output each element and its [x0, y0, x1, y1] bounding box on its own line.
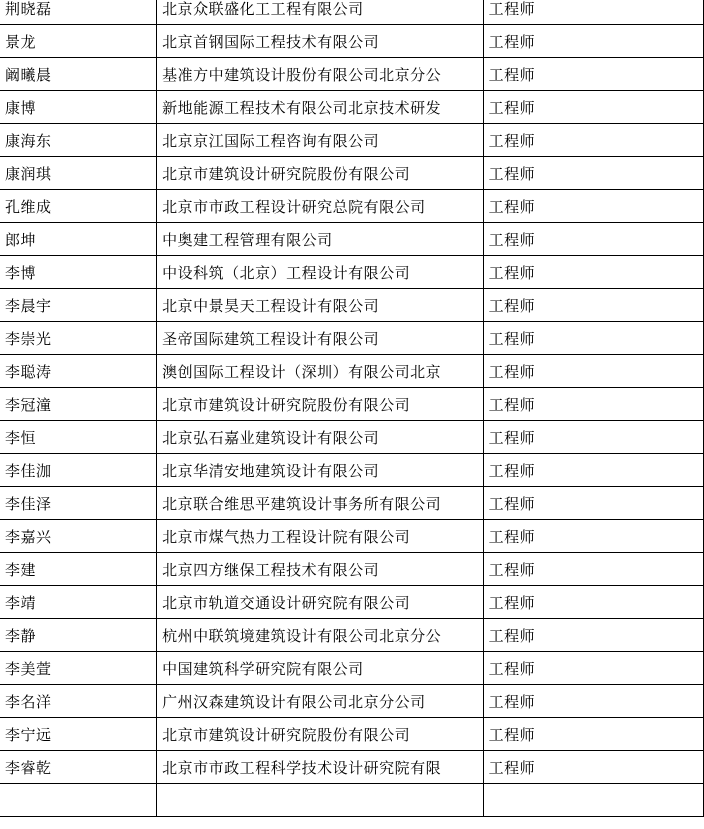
- company-cell[interactable]: 中国建筑科学研究院有限公司: [157, 652, 483, 685]
- name-cell[interactable]: 李崇光: [0, 322, 157, 355]
- table-row: [0, 454, 704, 487]
- name-cell[interactable]: 李宁远: [0, 718, 157, 751]
- title-cell[interactable]: 工程师: [483, 289, 703, 322]
- company-cell[interactable]: 中设科筑（北京）工程设计有限公司: [157, 256, 483, 289]
- company-cell[interactable]: 北京市建筑设计研究院股份有限公司: [157, 157, 483, 190]
- company-cell[interactable]: 北京中景昊天工程设计有限公司: [157, 289, 483, 322]
- name-cell[interactable]: 荆晓磊: [0, 0, 157, 25]
- table-row: [0, 388, 704, 421]
- table-row: [0, 25, 704, 58]
- name-cell[interactable]: 阚曦晨: [0, 58, 157, 91]
- company-cell[interactable]: 北京首钢国际工程技术有限公司: [157, 25, 483, 58]
- table-row: [0, 652, 704, 685]
- name-cell[interactable]: 李佳泇: [0, 454, 157, 487]
- table-row-partial: [0, 784, 704, 817]
- table-row: [0, 58, 704, 91]
- company-cell[interactable]: 杭州中联筑境建筑设计有限公司北京分公: [157, 619, 483, 652]
- name-cell[interactable]: [0, 784, 157, 817]
- company-cell[interactable]: 北京市市政工程设计研究总院有限公司: [157, 190, 483, 223]
- name-cell[interactable]: 李晨宇: [0, 289, 157, 322]
- title-cell[interactable]: 工程师: [483, 718, 703, 751]
- name-cell[interactable]: 康博: [0, 91, 157, 124]
- table-row: [0, 0, 704, 25]
- name-cell[interactable]: 李名洋: [0, 685, 157, 718]
- company-cell[interactable]: 北京四方继保工程技术有限公司: [157, 553, 483, 586]
- table-row: [0, 685, 704, 718]
- company-cell[interactable]: 北京市煤气热力工程设计院有限公司: [157, 520, 483, 553]
- company-cell[interactable]: 北京众联盛化工工程有限公司: [157, 0, 483, 25]
- name-cell[interactable]: 康润琪: [0, 157, 157, 190]
- table-row: [0, 421, 704, 454]
- company-cell[interactable]: 北京市市政工程科学技术设计研究院有限: [157, 751, 483, 784]
- table-row: [0, 322, 704, 355]
- title-cell[interactable]: 工程师: [483, 157, 703, 190]
- title-cell[interactable]: 工程师: [483, 553, 703, 586]
- table-row: [0, 289, 704, 322]
- company-cell[interactable]: 北京华清安地建筑设计有限公司: [157, 454, 483, 487]
- company-cell[interactable]: 北京市轨道交通设计研究院有限公司: [157, 586, 483, 619]
- name-cell[interactable]: 李静: [0, 619, 157, 652]
- company-cell[interactable]: 新地能源工程技术有限公司北京技术研发: [157, 91, 483, 124]
- title-cell[interactable]: 工程师: [483, 256, 703, 289]
- title-cell[interactable]: 工程师: [483, 388, 703, 421]
- table-row: [0, 751, 704, 784]
- company-cell[interactable]: 北京京江国际工程咨询有限公司: [157, 124, 483, 157]
- title-cell[interactable]: [483, 784, 703, 817]
- company-cell[interactable]: 广州汉森建筑设计有限公司北京分公司: [157, 685, 483, 718]
- name-cell[interactable]: 郎坤: [0, 223, 157, 256]
- table-row: [0, 520, 704, 553]
- title-cell[interactable]: 工程师: [483, 355, 703, 388]
- table-row: [0, 190, 704, 223]
- title-cell[interactable]: 工程师: [483, 487, 703, 520]
- title-cell[interactable]: 工程师: [483, 223, 703, 256]
- title-cell[interactable]: 工程师: [483, 190, 703, 223]
- company-cell[interactable]: 北京弘石嘉业建筑设计有限公司: [157, 421, 483, 454]
- company-cell[interactable]: [157, 784, 483, 817]
- title-cell[interactable]: 工程师: [483, 322, 703, 355]
- table-row: [0, 718, 704, 751]
- name-cell[interactable]: 李恒: [0, 421, 157, 454]
- name-cell[interactable]: 景龙: [0, 25, 157, 58]
- name-cell[interactable]: 李靖: [0, 586, 157, 619]
- table-row: [0, 586, 704, 619]
- table-row: [0, 619, 704, 652]
- name-cell[interactable]: 李睿乾: [0, 751, 157, 784]
- table-row: [0, 124, 704, 157]
- title-cell[interactable]: 工程师: [483, 586, 703, 619]
- title-cell[interactable]: 工程师: [483, 91, 703, 124]
- table-row: [0, 223, 704, 256]
- name-cell[interactable]: 李佳泽: [0, 487, 157, 520]
- name-cell[interactable]: 李美萱: [0, 652, 157, 685]
- table-row: [0, 91, 704, 124]
- title-cell[interactable]: 工程师: [483, 454, 703, 487]
- company-cell[interactable]: 澳创国际工程设计（深圳）有限公司北京: [157, 355, 483, 388]
- table-row: [0, 553, 704, 586]
- company-cell[interactable]: 北京联合维思平建筑设计事务所有限公司: [157, 487, 483, 520]
- title-cell[interactable]: 工程师: [483, 685, 703, 718]
- name-cell[interactable]: 李嘉兴: [0, 520, 157, 553]
- company-cell[interactable]: 基准方中建筑设计股份有限公司北京分公: [157, 58, 483, 91]
- title-cell[interactable]: 工程师: [483, 124, 703, 157]
- table-row: [0, 157, 704, 190]
- name-cell[interactable]: 李冠潼: [0, 388, 157, 421]
- name-cell[interactable]: 李聪涛: [0, 355, 157, 388]
- title-cell[interactable]: 工程师: [483, 25, 703, 58]
- company-cell[interactable]: 北京市建筑设计研究院股份有限公司: [157, 388, 483, 421]
- title-cell[interactable]: 工程师: [483, 58, 703, 91]
- company-cell[interactable]: 北京市建筑设计研究院股份有限公司: [157, 718, 483, 751]
- title-cell[interactable]: 工程师: [483, 421, 703, 454]
- name-cell[interactable]: 孔维成: [0, 190, 157, 223]
- name-cell[interactable]: 李建: [0, 553, 157, 586]
- title-cell[interactable]: 工程师: [483, 520, 703, 553]
- company-cell[interactable]: 中奥建工程管理有限公司: [157, 223, 483, 256]
- company-cell[interactable]: 圣帝国际建筑工程设计有限公司: [157, 322, 483, 355]
- name-cell[interactable]: 康海东: [0, 124, 157, 157]
- table-row: [0, 355, 704, 388]
- title-cell[interactable]: 工程师: [483, 652, 703, 685]
- table-row: [0, 487, 704, 520]
- title-cell[interactable]: 工程师: [483, 619, 703, 652]
- title-cell[interactable]: 工程师: [483, 751, 703, 784]
- name-cell[interactable]: 李博: [0, 256, 157, 289]
- title-cell[interactable]: 工程师: [483, 0, 703, 25]
- table-row: [0, 256, 704, 289]
